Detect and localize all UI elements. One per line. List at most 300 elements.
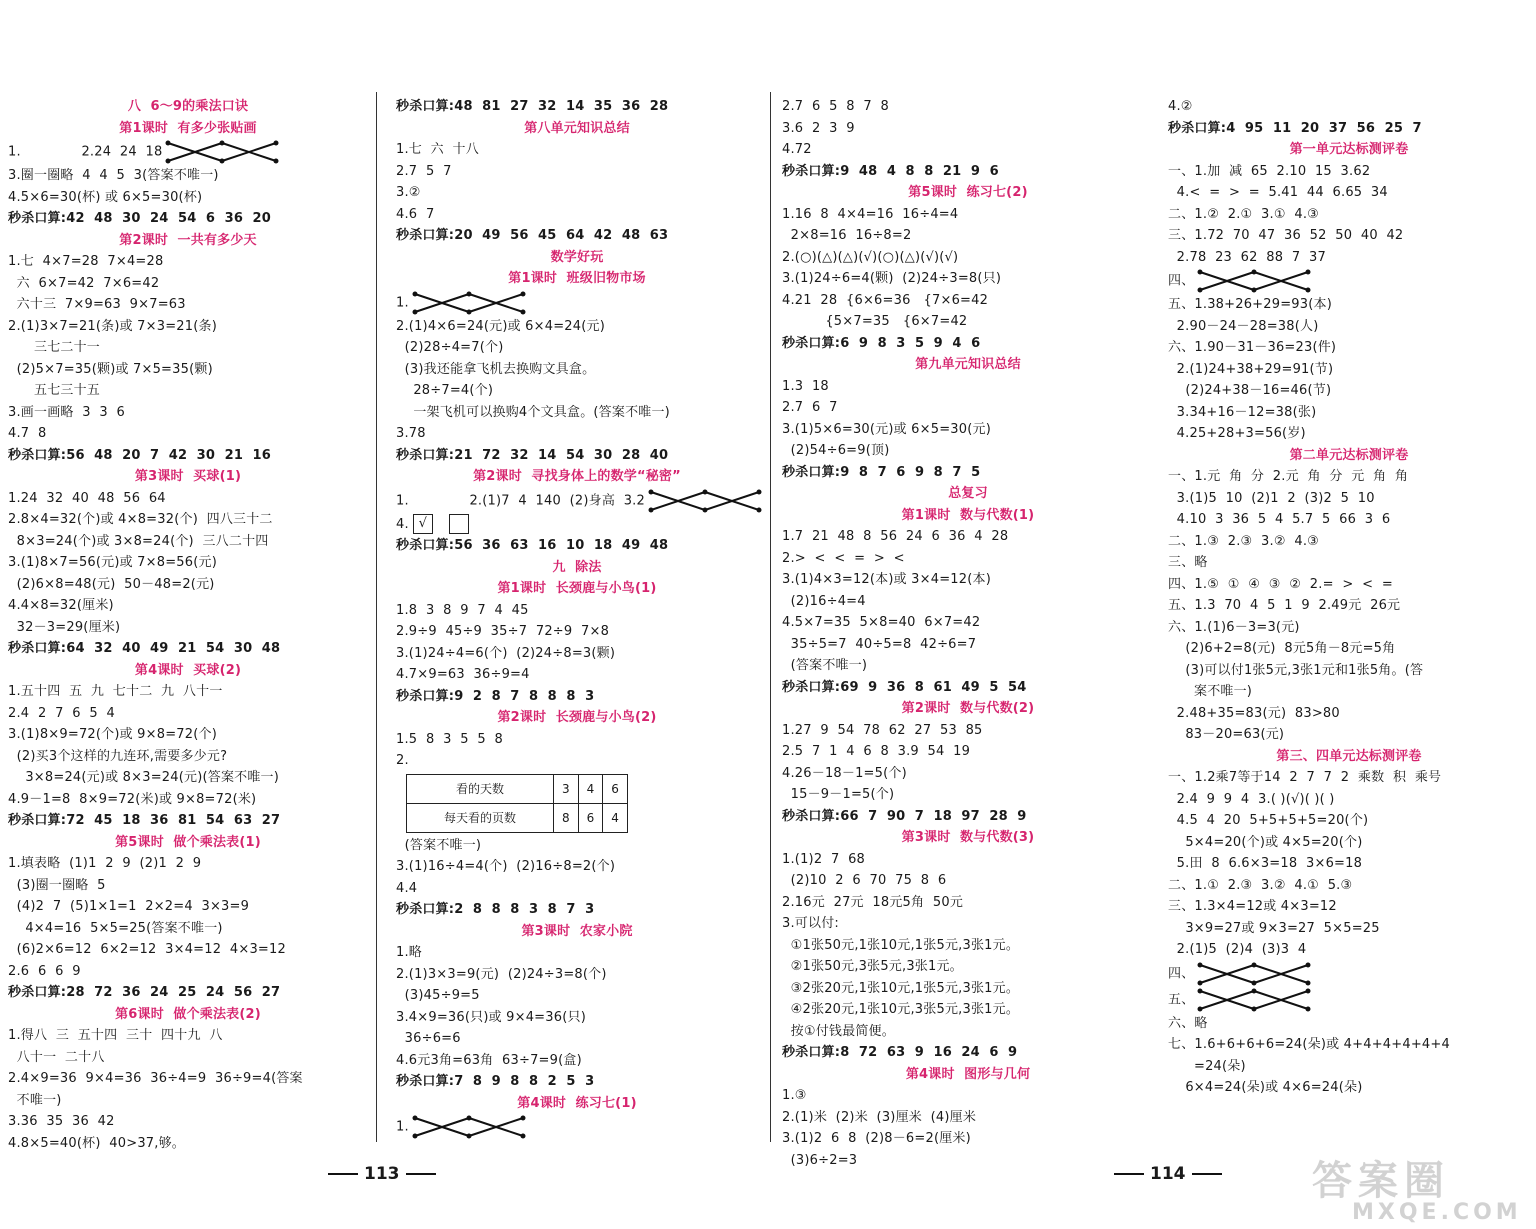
quick-calc-line	[8, 208, 368, 230]
answer-line	[782, 720, 1154, 742]
answer-text: 第3课时 买球(1)	[134, 469, 242, 484]
answer-line	[1168, 681, 1530, 703]
answer-text: 三、1.3×4=12或 4×3=12	[1168, 899, 1337, 914]
quick-calc-line	[8, 445, 368, 467]
answer-text: 第八单元知识总结	[524, 120, 630, 136]
section-heading	[1168, 445, 1530, 467]
matching-dot	[1252, 1006, 1257, 1011]
answer-text: 3.(1)8×7=56(元)或 7×8=56(元)	[8, 555, 217, 570]
matching-dot	[1198, 962, 1203, 967]
watermark-logo: 答案圈 MXQE.COM	[1312, 1158, 1522, 1225]
answer-text: 秒杀口算:8 72 63 9 16 24 6 9	[782, 1045, 1018, 1060]
matching-dot	[1306, 270, 1311, 275]
matching-dot	[274, 159, 279, 164]
answer-line	[1168, 466, 1530, 488]
answer-line	[396, 750, 758, 772]
section-heading	[782, 483, 1154, 505]
answer-line	[8, 681, 368, 703]
answer-text: 3.(1)2 6 8 (2)8－6=2(厘米)	[782, 1131, 971, 1146]
matching-dot	[166, 141, 171, 146]
answer-text: 秒杀口算:64 32 40 49 21 54 30 48	[8, 641, 281, 656]
section-heading	[396, 268, 758, 290]
answer-text: (2)16÷4=4	[782, 593, 866, 609]
answer-text: (4)2 7 (5)1×1=1 2×2=4 3×3=9	[8, 899, 250, 914]
answer-line	[8, 509, 368, 531]
answer-text: (答案不唯一)	[782, 658, 868, 673]
answer-line	[396, 337, 758, 359]
answer-text: 3.(1)24÷6=4(颗) (2)24÷3=8(只)	[782, 271, 1002, 286]
answer-text: 3.(1)5×6=30(元)或 6×5=30(元)	[782, 421, 991, 437]
answer-text: 六、1.90－31－36=23(件)	[1168, 340, 1337, 355]
answer-line	[782, 290, 1154, 312]
answer-column-4	[1168, 96, 1530, 1099]
answer-text: 2.	[396, 753, 409, 768]
answer-line	[396, 182, 758, 204]
answer-text: 四、	[1168, 966, 1195, 981]
answer-line	[782, 311, 1154, 333]
answer-text: 1.3 18	[782, 378, 829, 394]
answer-text: 第1课时 数与代数(1)	[901, 507, 1035, 523]
answer-line	[1168, 660, 1530, 682]
answer-text: 4.4	[396, 880, 418, 896]
answer-text: 1. 2.24 24 18	[8, 144, 163, 160]
answer-line	[8, 488, 368, 510]
answer-line	[782, 1128, 1154, 1150]
answer-line	[396, 139, 758, 161]
matching-dot	[412, 291, 417, 296]
answer-line	[8, 380, 368, 402]
answer-line	[1168, 896, 1530, 918]
answer-text: 3×8=24(元)或 8×3=24(元)(答案不唯一)	[8, 770, 280, 785]
answer-text: 83－20=63(元)	[1168, 727, 1285, 742]
matching-dot	[412, 309, 417, 314]
answer-text: 第2课时 长颈鹿与小鸟(2)	[497, 710, 657, 725]
answer-line	[782, 204, 1154, 226]
answer-text: 4×4=16 5×5=25(答案不唯一)	[8, 920, 223, 936]
quick-calc-line	[396, 445, 758, 467]
answer-text: (2)24+38－16=46(节)	[1168, 383, 1332, 398]
section-heading	[782, 354, 1154, 376]
quick-calc-line	[782, 806, 1154, 828]
answer-text: 七、1.6+6+6+6=24(朵)或 4+4+4+4+4+4	[1168, 1037, 1450, 1052]
answer-line	[8, 273, 368, 295]
answer-text: 8×3=24(个)或 3×8=24(个) 三八二十四	[8, 533, 269, 549]
answer-line	[8, 961, 368, 983]
section-heading	[396, 578, 758, 600]
answer-text: 2.7 6 7	[782, 400, 838, 415]
answer-text: 15－9－1=5(个)	[782, 787, 895, 802]
answer-line	[8, 853, 368, 875]
answer-text: 4.21 28 {6×6=36 {7×6=42	[782, 292, 989, 308]
section-heading	[1168, 139, 1530, 161]
answer-text: 秒杀口算:72 45 18 36 81 54 63 27	[8, 813, 281, 828]
answer-text: 4.5×7=35 5×8=40 6×7=42	[782, 615, 981, 630]
answer-line	[1168, 724, 1530, 746]
matching-dot	[466, 1116, 471, 1121]
answer-line	[782, 268, 1154, 290]
answer-text: 秒杀口算:2 8 8 8 3 8 7 3	[396, 902, 595, 917]
quick-calc-line	[782, 1042, 1154, 1064]
matching-dot	[466, 291, 471, 296]
matching-lines-diagram	[645, 488, 765, 514]
answer-text: {5×7=35 {6×7=42	[782, 314, 968, 329]
answer-text: 秒杀口算:9 8 7 6 9 8 7 5	[782, 464, 981, 480]
answer-text: 秒杀口算:20 49 56 45 64 42 48 63	[396, 228, 669, 243]
answer-line	[1168, 767, 1530, 789]
answer-line	[782, 741, 1154, 763]
answer-text: 1.7 21 48 8 56 24 6 36 4 28	[782, 529, 1009, 544]
answer-line	[396, 729, 758, 751]
answer-text: 35÷5=7 40÷5=8 42÷6=7	[782, 636, 977, 652]
answer-line	[396, 423, 758, 445]
answer-text: 第4课时 图形与几何	[905, 1066, 1031, 1082]
answer-text: 3.(1)24÷4=6(个) (2)24÷8=3(颗)	[396, 645, 616, 661]
answer-text: 3.4×9=36(只)或 9×4=36(只)	[396, 1009, 586, 1025]
answer-text: 2.7 5 7	[396, 163, 452, 179]
answer-text: ②1张50元,3张5元,3张1元。	[782, 959, 963, 974]
answer-line	[1168, 552, 1530, 574]
answer-text: 1.5 8 3 5 5 8	[396, 731, 503, 747]
matching-dot	[1306, 988, 1311, 993]
matching-dot	[220, 141, 225, 146]
answer-text: 3.画一画略 3 3 6	[8, 404, 126, 420]
quick-calc-line	[396, 1071, 758, 1093]
answer-text: 第一单元达标测评卷	[1289, 142, 1409, 157]
answer-line	[782, 397, 1154, 419]
answer-text: 第1课时 有多少张贴画	[119, 120, 257, 136]
answer-text: 秒杀口算:9 2 8 7 8 8 8 3	[396, 688, 595, 704]
answer-line	[1168, 875, 1530, 897]
answer-text: 2.(1)米 (2)米 (3)厘米 (4)厘米	[782, 1109, 977, 1125]
answer-text: ④2张20元,1张10元,3张5元,3张1元。	[782, 1002, 1020, 1017]
section-heading	[8, 1004, 368, 1026]
answer-line	[8, 552, 368, 574]
answer-line	[1168, 161, 1530, 183]
answer-text: (2)6+2=8(元) 8元5角－8元=5角	[1168, 641, 1396, 656]
answer-line	[396, 290, 758, 316]
answer-line	[1168, 1013, 1530, 1035]
answer-line	[8, 746, 368, 768]
answer-line	[1168, 574, 1530, 596]
answer-line	[782, 1107, 1154, 1129]
answer-line	[8, 139, 368, 165]
answer-line	[782, 913, 1154, 935]
answer-text: 秒杀口算:7 8 9 8 8 2 5 3	[396, 1074, 595, 1089]
answer-line	[8, 1068, 368, 1090]
answer-line	[1168, 247, 1530, 269]
answer-text: (3)6÷2=3	[782, 1152, 858, 1168]
answer-text: 第5课时 练习七(2)	[908, 185, 1028, 200]
answer-text: 2.4 2 7 6 5 4	[8, 705, 115, 721]
answer-column-2	[396, 96, 758, 1140]
answer-text: 3.(1)5 10 (2)1 2 (3)2 5 10	[1168, 490, 1375, 506]
answer-text: (3)45÷9=5	[396, 988, 480, 1003]
matching-dot	[1198, 288, 1203, 293]
answer-text: =24(朵)	[1168, 1058, 1246, 1074]
answer-text: 3.(1)8×9=72(个)或 9×8=72(个)	[8, 727, 217, 742]
answer-line	[782, 526, 1154, 548]
answer-text: 秒杀口算:4 95 11 20 37 56 25 7	[1168, 120, 1422, 136]
answer-text: 4.6元3角=63角 63÷7=9(盒)	[396, 1052, 582, 1068]
answer-line	[1168, 987, 1530, 1013]
answer-line	[396, 600, 758, 622]
answer-text: 4.25+28+3=56(岁)	[1168, 426, 1306, 441]
answer-line	[396, 1007, 758, 1029]
table-row	[407, 774, 628, 803]
answer-text: 2.78 23 62 88 7 37	[1168, 249, 1326, 265]
matching-dot	[1252, 962, 1257, 967]
answer-line	[396, 402, 758, 424]
answer-text: 六、略	[1168, 1015, 1208, 1031]
answer-text: 4.5 4 20 5+5+5+5=20(个)	[1168, 813, 1369, 828]
answer-text: 第4课时 买球(2)	[134, 662, 242, 678]
answer-line	[1168, 402, 1530, 424]
section-heading	[396, 466, 758, 488]
page-number-left: 113	[322, 1164, 442, 1184]
answer-text: 八 6～9的乘法口诀	[127, 99, 249, 114]
table-cell: 6	[578, 803, 603, 832]
answer-line	[1168, 789, 1530, 811]
section-heading	[8, 660, 368, 682]
answer-text: 秒杀口算:21 72 32 14 54 30 28 40	[396, 447, 669, 463]
answer-line	[1168, 380, 1530, 402]
answer-line	[396, 835, 758, 857]
answer-text: 秒杀口算:56 36 63 16 10 18 49 48	[396, 538, 669, 553]
answer-line	[1168, 810, 1530, 832]
answer-text: 五、1.38+26+29=93(本)	[1168, 297, 1332, 312]
answer-line	[1168, 488, 1530, 510]
matching-lines-diagram	[409, 1114, 529, 1140]
answer-text: 2.8×4=32(个)或 4×8=32(个) 四八三十二	[8, 512, 273, 527]
table-cell: 4	[578, 774, 603, 803]
answer-text: 1. 2.(1)7 4 140 (2)身高 3.2	[396, 493, 645, 508]
quick-calc-line	[396, 96, 758, 118]
matching-dot	[648, 489, 653, 494]
answer-line	[782, 118, 1154, 140]
section-heading	[396, 921, 758, 943]
answer-line	[1168, 1034, 1530, 1056]
answer-text: 5.田 8 6.6×3=18 3×6=18	[1168, 856, 1363, 871]
answer-text: 2.(1)3×3=9(元) (2)24÷3=8(个)	[396, 966, 607, 982]
answer-text: 1.27 9 54 78 62 27 53 85	[782, 722, 983, 738]
answer-text: 2.6 6 6 9	[8, 963, 81, 979]
answer-text: 秒杀口算:48 81 27 32 14 35 36 28	[396, 99, 669, 114]
answer-line	[396, 942, 758, 964]
matching-lines-diagram	[1194, 961, 1314, 987]
answer-line	[1168, 703, 1530, 725]
section-heading	[8, 118, 368, 140]
answer-text: 八十一 二十八	[8, 1049, 105, 1065]
answer-text: 2.90－24－28=38(人)	[1168, 318, 1319, 334]
answer-text: 数学好玩	[550, 249, 604, 265]
answer-line	[782, 892, 1154, 914]
answer-text: 1.③	[782, 1088, 807, 1103]
answer-text: 第1课时 长颈鹿与小鸟(1)	[497, 581, 657, 596]
answer-line	[8, 1111, 368, 1133]
answer-text: 2.> < < = > <	[782, 550, 905, 566]
matching-dot	[702, 507, 707, 512]
answer-text: 2.(1)24+38+29=91(节)	[1168, 361, 1334, 377]
answer-line	[396, 664, 758, 686]
answer-line	[782, 784, 1154, 806]
section-heading	[8, 96, 368, 118]
table-cell: 6	[603, 774, 628, 803]
answer-text: 五、	[1168, 992, 1195, 1007]
answer-text: 第2课时 一共有多少天	[119, 232, 257, 248]
matching-dot	[412, 1134, 417, 1139]
matching-lines-diagram	[1194, 987, 1314, 1013]
answer-text: 第九单元知识总结	[915, 357, 1021, 372]
matching-dot	[1198, 988, 1203, 993]
answer-line	[396, 161, 758, 183]
answer-text: 第5课时 做个乘法表(1)	[115, 834, 261, 850]
answer-text: 第1课时 班级旧物市场	[508, 271, 646, 286]
matching-dot	[166, 159, 171, 164]
answer-text: 四、1.⑤ ① ④ ③ ② 2.= > < =	[1168, 576, 1393, 592]
answer-line	[1168, 182, 1530, 204]
answer-line	[8, 531, 368, 553]
answer-text: (3)圈一圈略 5	[8, 877, 106, 893]
page-number-right: 114	[1108, 1164, 1228, 1184]
quick-calc-line	[8, 638, 368, 660]
answer-text: (2)28÷4=7(个)	[396, 340, 504, 355]
answer-line	[782, 634, 1154, 656]
answer-text: (3)可以付1张5元,3张1元和1张5角。(答	[1168, 662, 1424, 678]
answer-text: 不唯一)	[8, 1092, 62, 1108]
answer-text: 第6课时 做个乘法表(2)	[115, 1006, 261, 1022]
answer-text: (2)买3个这样的九连环,需要多少元?	[8, 748, 228, 764]
answer-text: 3.(1)4×3=12(本)或 3×4=12(本)	[782, 572, 991, 587]
answer-text: 二、1.③ 2.③ 3.② 4.③	[1168, 533, 1320, 549]
answer-text: (2)10 2 6 70 75 8 6	[782, 873, 947, 888]
answer-line	[8, 724, 368, 746]
matching-dot	[756, 507, 761, 512]
answer-text: 二、1.② 2.① 3.① 4.③	[1168, 206, 1320, 222]
answer-line	[782, 612, 1154, 634]
matching-dot	[756, 489, 761, 494]
answer-line	[8, 1133, 368, 1155]
quick-calc-line	[396, 686, 758, 708]
checkbox-checked: √	[413, 514, 433, 534]
answer-text: 2.5 7 1 4 6 8 3.9 54 19	[782, 744, 971, 759]
answer-text: 3.(1)16÷4=4(个) (2)16÷8=2(个)	[396, 859, 616, 874]
answer-text: 36÷6=6	[396, 1031, 461, 1046]
answer-line	[782, 419, 1154, 441]
answer-text: 1.七 4×7=28 7×4=28	[8, 254, 164, 269]
answer-text: 2.9÷9 45÷9 35÷7 72÷9 7×8	[396, 624, 610, 639]
section-heading	[782, 827, 1154, 849]
answer-text: (2)6×8=48(元) 50－48=2(元)	[8, 576, 215, 592]
matching-dot	[466, 1134, 471, 1139]
answer-line	[8, 939, 368, 961]
answer-line	[1168, 509, 1530, 531]
answer-text: 3×9=27或 9×3=27 5×5=25	[1168, 920, 1380, 936]
answer-text: 秒杀口算:56 48 20 7 42 30 21 16	[8, 447, 272, 463]
answer-line	[1168, 268, 1530, 294]
answer-text: 第2课时 寻找身体上的数学“秘密”	[473, 469, 681, 484]
answer-line	[8, 875, 368, 897]
answer-text: 4.26－18－1=5(个)	[782, 765, 907, 781]
quick-calc-line	[782, 161, 1154, 183]
answer-line	[782, 978, 1154, 1000]
answer-text: 3.6 2 3 9	[782, 120, 855, 136]
answer-line	[8, 402, 368, 424]
matching-dot	[1252, 988, 1257, 993]
answer-line	[782, 763, 1154, 785]
answer-text: 一、1.加 减 65 2.10 15 3.62	[1168, 163, 1371, 179]
answer-text: 第二单元达标测评卷	[1289, 447, 1409, 463]
answer-text: 1.得八 三 五十四 三十 四十九 八	[8, 1028, 223, 1043]
answer-line	[1168, 638, 1530, 660]
section-heading	[396, 118, 758, 140]
quick-calc-line	[782, 677, 1154, 699]
answer-line	[396, 359, 758, 381]
answer-line	[782, 935, 1154, 957]
answer-line	[782, 655, 1154, 677]
answer-text: (2)54÷6=9(顶)	[782, 443, 890, 458]
answer-text: 秒杀口算:66 7 90 7 18 97 28 9	[782, 808, 1027, 824]
answer-line	[782, 956, 1154, 978]
answer-text: 4.	[396, 516, 409, 532]
checkbox-empty	[449, 514, 469, 534]
answer-line	[782, 849, 1154, 871]
answer-line	[782, 870, 1154, 892]
answer-text: 4.< = > = 5.41 44 6.65 34	[1168, 185, 1388, 200]
answer-line	[8, 1025, 368, 1047]
answer-line	[8, 165, 368, 187]
answer-line	[1168, 939, 1530, 961]
answer-line	[396, 643, 758, 665]
answer-line	[1168, 617, 1530, 639]
answer-line	[396, 380, 758, 402]
answer-line	[396, 878, 758, 900]
matching-dot	[466, 309, 471, 314]
answer-text: 第三、四单元达标测评卷	[1276, 748, 1422, 764]
answer-line	[396, 1114, 758, 1140]
answer-text: 秒杀口算:9 48 4 8 8 21 9 6	[782, 163, 999, 179]
answer-line	[782, 1150, 1154, 1172]
answer-line	[1168, 337, 1530, 359]
answer-text: 4.9－1=8 8×9=72(米)或 9×8=72(米)	[8, 791, 257, 807]
table-cell: 8	[554, 803, 579, 832]
answer-text: 三、略	[1168, 555, 1208, 570]
answer-text: ①1张50元,1张10元,1张5元,3张1元。	[782, 937, 1020, 953]
answer-text: 第2课时 数与代数(2)	[901, 701, 1035, 716]
answer-line	[8, 1047, 368, 1069]
answer-text: 32－3=29(厘米)	[8, 619, 121, 635]
answer-text: 秒杀口算:42 48 30 24 54 6 36 20	[8, 211, 272, 226]
answer-line	[396, 488, 758, 514]
section-heading	[396, 707, 758, 729]
answer-line	[8, 574, 368, 596]
answer-line	[1168, 853, 1530, 875]
answer-text: 秒杀口算:6 9 8 3 5 9 4 6	[782, 335, 981, 351]
answer-text: 1.七 六 十八	[396, 142, 479, 157]
table-row	[407, 803, 628, 832]
answer-line	[1168, 961, 1530, 987]
reading-table	[406, 774, 628, 833]
answer-text: 六、1.(1)6－3=3(元)	[1168, 619, 1300, 635]
answer-text: 4.7×9=63 36÷9=4	[396, 667, 530, 682]
answer-line	[396, 621, 758, 643]
answer-line	[782, 1085, 1154, 1107]
answer-text: 2×8=16 16÷8=2	[782, 228, 912, 243]
answer-line	[8, 316, 368, 338]
answer-line	[8, 617, 368, 639]
answer-line	[1168, 918, 1530, 940]
matching-dot	[1198, 1006, 1203, 1011]
answer-text: 3.34+16－12=38(张)	[1168, 404, 1317, 420]
